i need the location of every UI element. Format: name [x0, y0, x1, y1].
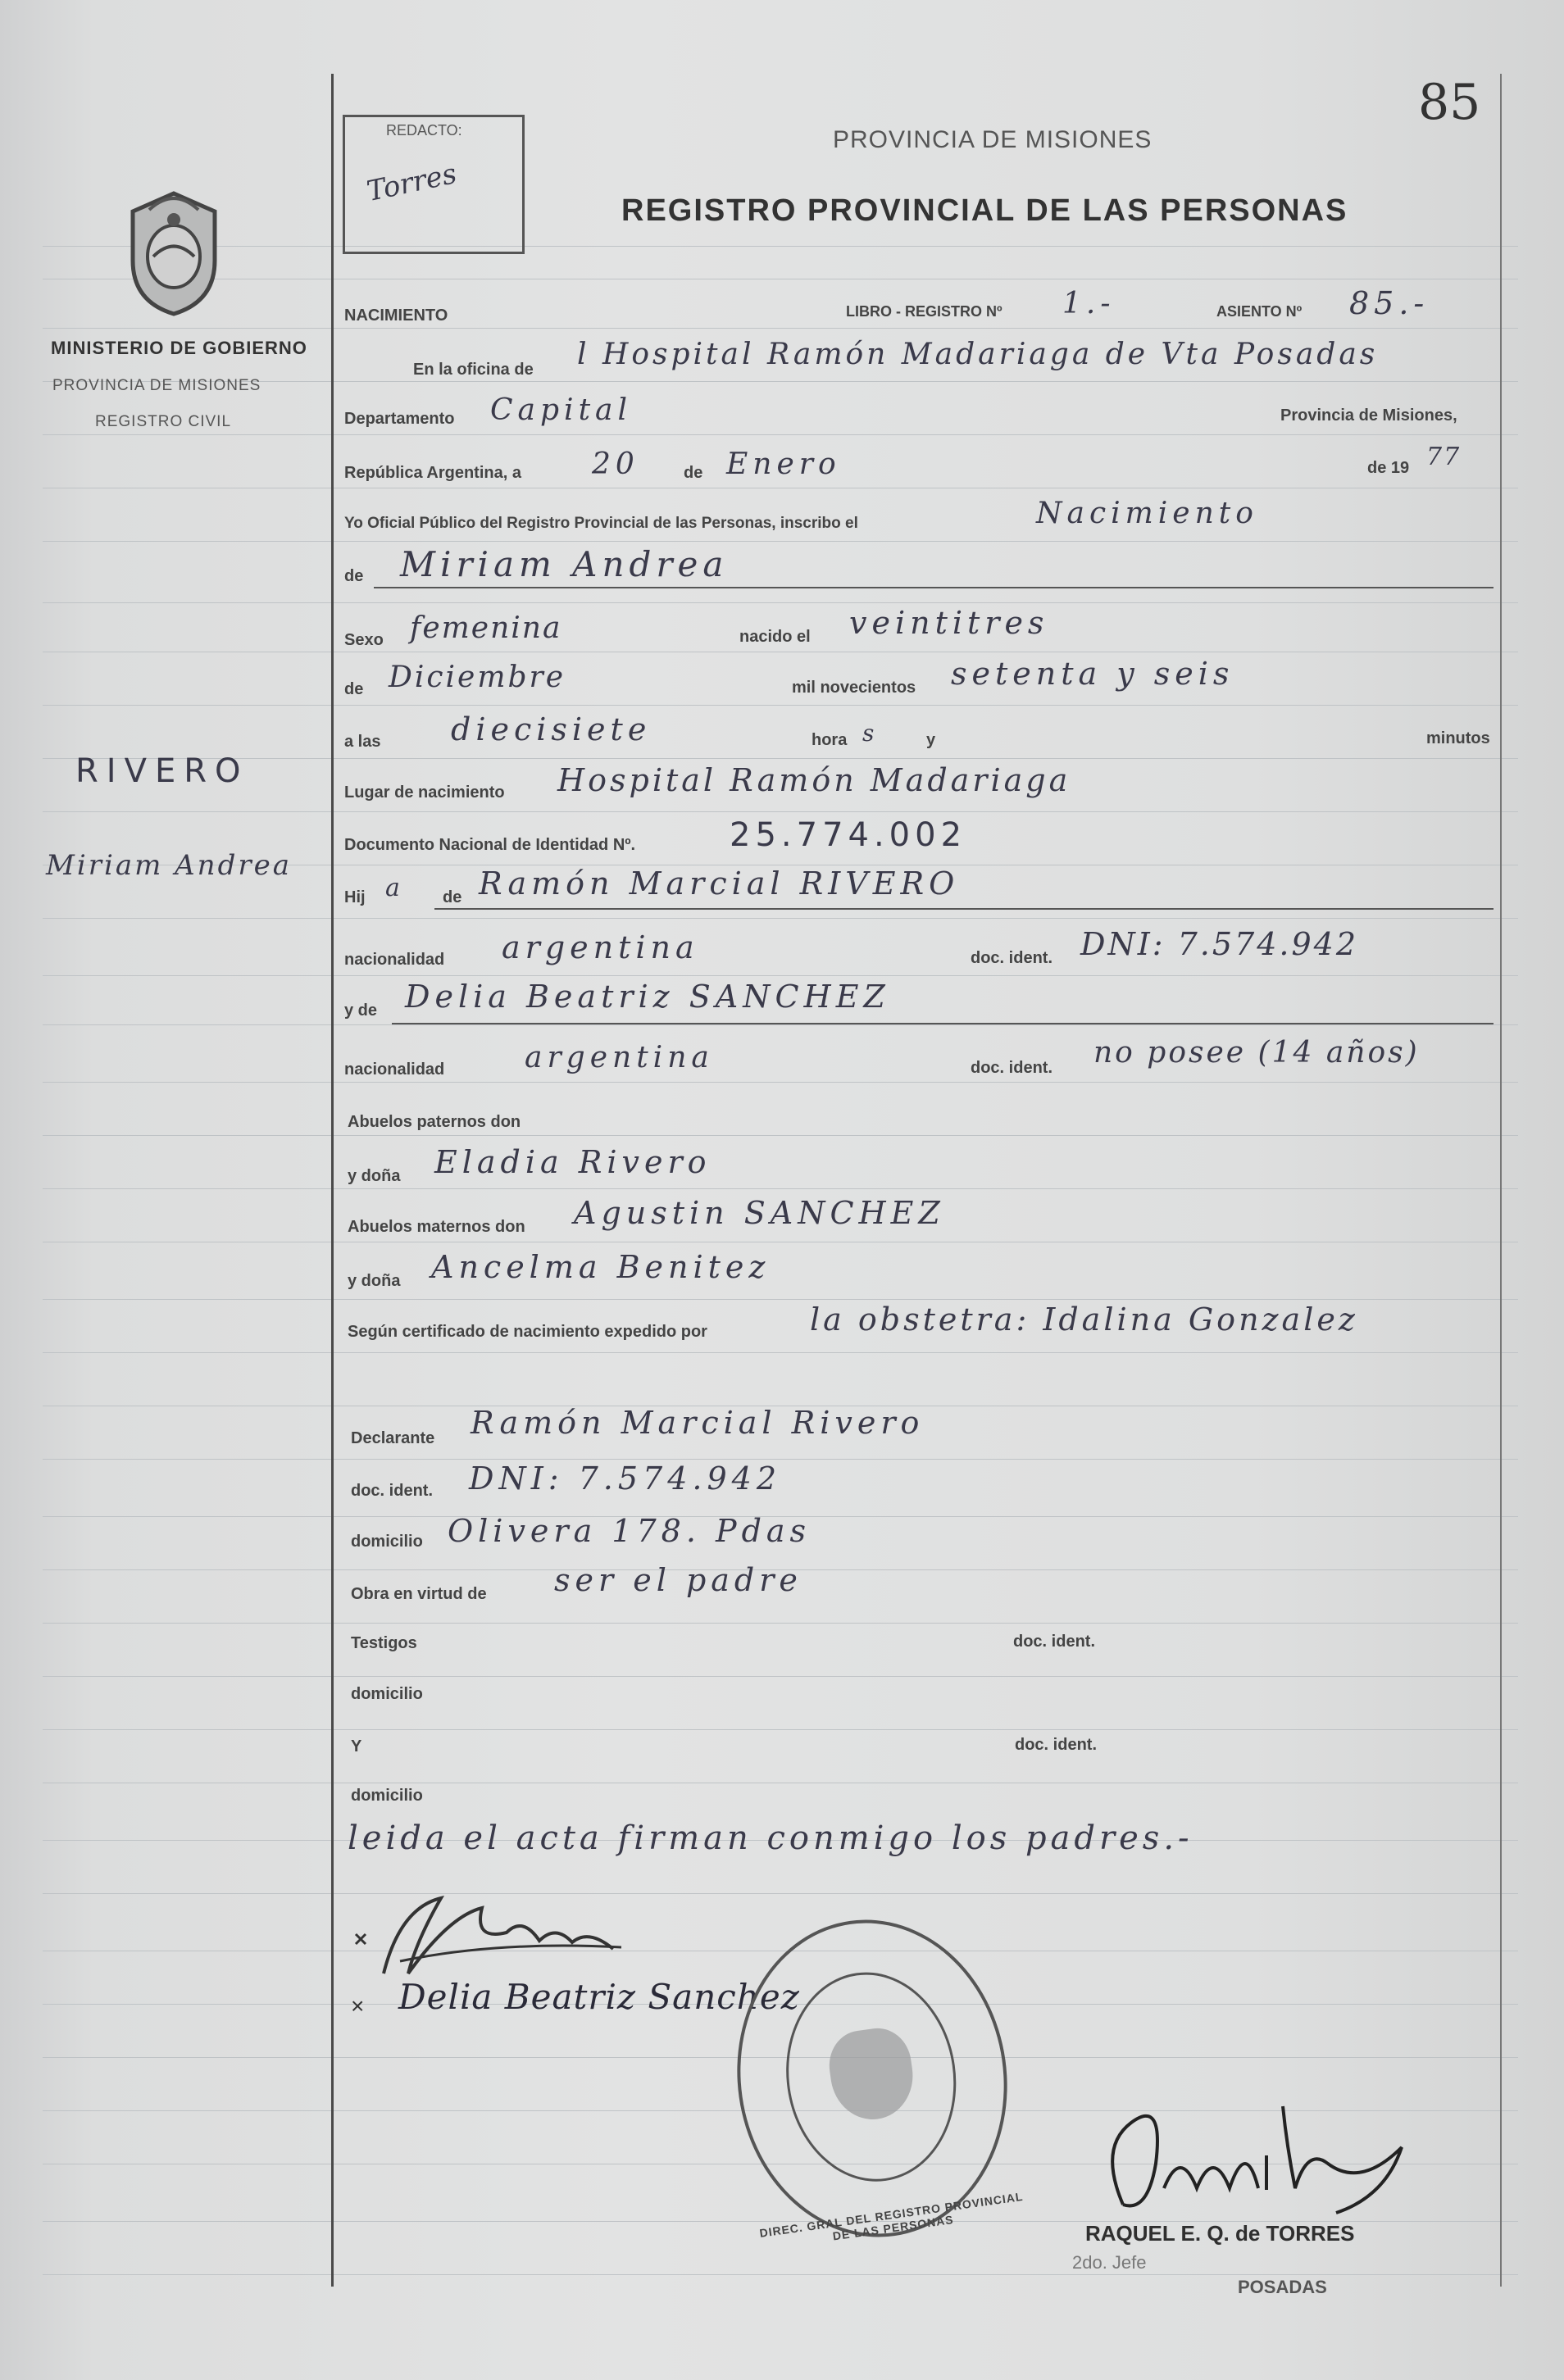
oficina-value: l Hospital Ramón Madariaga de Vta Posadas: [577, 338, 1379, 371]
ydona1-label: y doña: [348, 1167, 401, 1185]
inscribo-value: Nacimiento: [1036, 497, 1258, 530]
y-label: y: [926, 731, 936, 749]
day-value: 20: [592, 447, 639, 481]
year-label: de 19: [1367, 459, 1410, 477]
mother-de-label: y de: [344, 1002, 378, 1020]
asiento-value: 85.-: [1349, 285, 1430, 321]
libro-label: LIBRO - REGISTRO Nº: [846, 303, 1003, 320]
right-margin-line: [1500, 74, 1502, 2287]
father-de-label: de: [443, 888, 462, 906]
nacionalidad2-value: argentina: [525, 1041, 714, 1074]
lugar-label: Lugar de nacimiento: [344, 783, 505, 802]
doc1-value: DNI: 7.574.942: [1080, 926, 1359, 962]
testigo2-doc-label: doc. ident.: [1015, 1736, 1097, 1754]
sexo-label: Sexo: [344, 631, 384, 649]
record-type-label: NACIMIENTO: [344, 307, 448, 325]
left-margin-line: [331, 74, 334, 2287]
hora-label: hora: [812, 731, 848, 749]
certificado-value: la obstetra: Idalina Gonzalez: [810, 1301, 1358, 1338]
nacionalidad2-label: nacionalidad: [344, 1061, 445, 1079]
obra-label: Obra en virtud de: [351, 1585, 487, 1603]
dni-label: Documento Nacional de Identidad Nº.: [344, 836, 636, 854]
abuelos-maternos-label: Abuelos maternos don: [348, 1218, 525, 1236]
seal-text: DIREC. GRAL DEL REGISTRO PROVINCIAL DE LAS PERSONAS: [758, 2189, 1025, 2243]
ydona2-label: y doña: [348, 1272, 401, 1290]
official-place: POSADAS: [1238, 2277, 1327, 2297]
ministry-line2: PROVINCIA DE MISIONES: [52, 377, 261, 394]
hour-value: diecisiete: [451, 711, 652, 747]
republica-label: República Argentina, a: [344, 464, 521, 482]
father-value: Ramón Marcial RIVERO: [479, 865, 960, 902]
certificado-label: Según certificado de nacimiento expedido por: [348, 1323, 707, 1341]
year-value: 77: [1426, 443, 1462, 471]
father-underline: [434, 908, 1494, 910]
sexo-value: femenina: [410, 611, 562, 645]
redacto-label: REDACTO:: [386, 122, 462, 139]
margin-surname: RIVERO: [75, 752, 249, 790]
page-number: 85: [1418, 74, 1481, 131]
dni-value: 25.774.002: [730, 816, 967, 854]
oficial-text: Yo Oficial Público del Registro Provincial de las Personas, inscribo el: [344, 515, 858, 532]
departamento-label: Departamento: [344, 410, 455, 428]
redacto-value: Torres: [364, 157, 460, 209]
official-title: 2do. Jefe: [1072, 2252, 1147, 2273]
nacionalidad1-label: nacionalidad: [344, 951, 445, 969]
official-signature: [1090, 2098, 1434, 2221]
lugar-value: Hospital Ramón Madariaga: [557, 762, 1071, 798]
nacido-value: veintitres: [849, 605, 1049, 641]
birth-de-label: de: [344, 680, 364, 698]
alas-label: a las: [344, 733, 381, 751]
official-name: RAQUEL E. Q. de TORRES: [1085, 2221, 1355, 2246]
mother-signature: Delia Beatriz Sanchez: [398, 1977, 800, 2017]
testigo1-domicilio-label: domicilio: [351, 1685, 423, 1703]
domicilio-value: Olivera 178. Pdas: [448, 1513, 812, 1549]
mil-label: mil novecientos: [792, 679, 916, 697]
province-header: PROVINCIA DE MISIONES: [833, 126, 1153, 153]
ministry-line1: MINISTERIO DE GOBIERNO: [51, 338, 307, 358]
declarante-label: Declarante: [351, 1429, 435, 1447]
mother-underline: [392, 1023, 1494, 1024]
testigos-label: Testigos: [351, 1634, 417, 1652]
domicilio-label: domicilio: [351, 1533, 423, 1551]
margin-given-name: Miriam Andrea: [46, 849, 292, 882]
hij-label: Hij: [344, 888, 366, 906]
official-seal: [717, 1902, 1028, 2255]
name-de-label: de: [344, 567, 364, 585]
oficina-label: En la oficina de: [413, 361, 534, 379]
doc2-label: doc. ident.: [971, 1059, 1053, 1077]
abuela-materna-value: Ancelma Benitez: [431, 1249, 771, 1285]
abuelos-paternos-label: Abuelos paternos don: [348, 1113, 521, 1131]
redacto-box: [343, 115, 525, 254]
doc1-label: doc. ident.: [971, 949, 1053, 967]
month-value: Enero: [726, 447, 841, 481]
date-de-label: de: [684, 464, 703, 482]
abuelo-materno-value: Agustin SANCHEZ: [574, 1195, 945, 1231]
abuela-paterna-value: Eladia Rivero: [434, 1144, 712, 1180]
coat-of-arms-icon: [116, 187, 231, 318]
minutos-label: minutos: [1426, 729, 1490, 747]
testigo1-doc-label: doc. ident.: [1013, 1633, 1095, 1651]
hora-value: s: [862, 720, 880, 747]
ministry-line3: REGISTRO CIVIL: [95, 413, 232, 430]
hij-value: a: [385, 874, 405, 902]
declarante-value: Ramón Marcial Rivero: [471, 1405, 925, 1441]
closing-text: leida el acta firman conmigo los padres.-: [348, 1819, 1193, 1857]
name-underline: [374, 587, 1494, 588]
testigo2-y-label: Y: [351, 1737, 362, 1755]
birth-year-value: setenta y seis: [951, 656, 1234, 692]
father-signature: [351, 1883, 630, 1990]
obra-value: ser el padre: [554, 1562, 802, 1598]
provincia-label: Provincia de Misiones,: [1280, 407, 1457, 425]
testigo2-domicilio-label: domicilio: [351, 1787, 423, 1805]
asiento-label: ASIENTO Nº: [1216, 303, 1303, 320]
nacido-label: nacido el: [739, 628, 811, 646]
declarante-doc-value: DNI: 7.574.942: [469, 1460, 782, 1497]
registry-title: REGISTRO PROVINCIAL DE LAS PERSONAS: [621, 193, 1348, 228]
doc2-value: no posee (14 años): [1093, 1036, 1420, 1070]
libro-value: 1.-: [1062, 287, 1116, 320]
declarante-doc-label: doc. ident.: [351, 1482, 433, 1500]
nacionalidad1-value: argentina: [502, 929, 699, 965]
birth-month-value: Diciembre: [389, 661, 566, 694]
mother-value: Delia Beatriz SANCHEZ: [405, 979, 890, 1015]
cross-mark-icon: ×: [351, 1993, 365, 2019]
departamento-value: Capital: [490, 393, 633, 427]
child-name-value: Miriam Andrea: [400, 544, 729, 584]
